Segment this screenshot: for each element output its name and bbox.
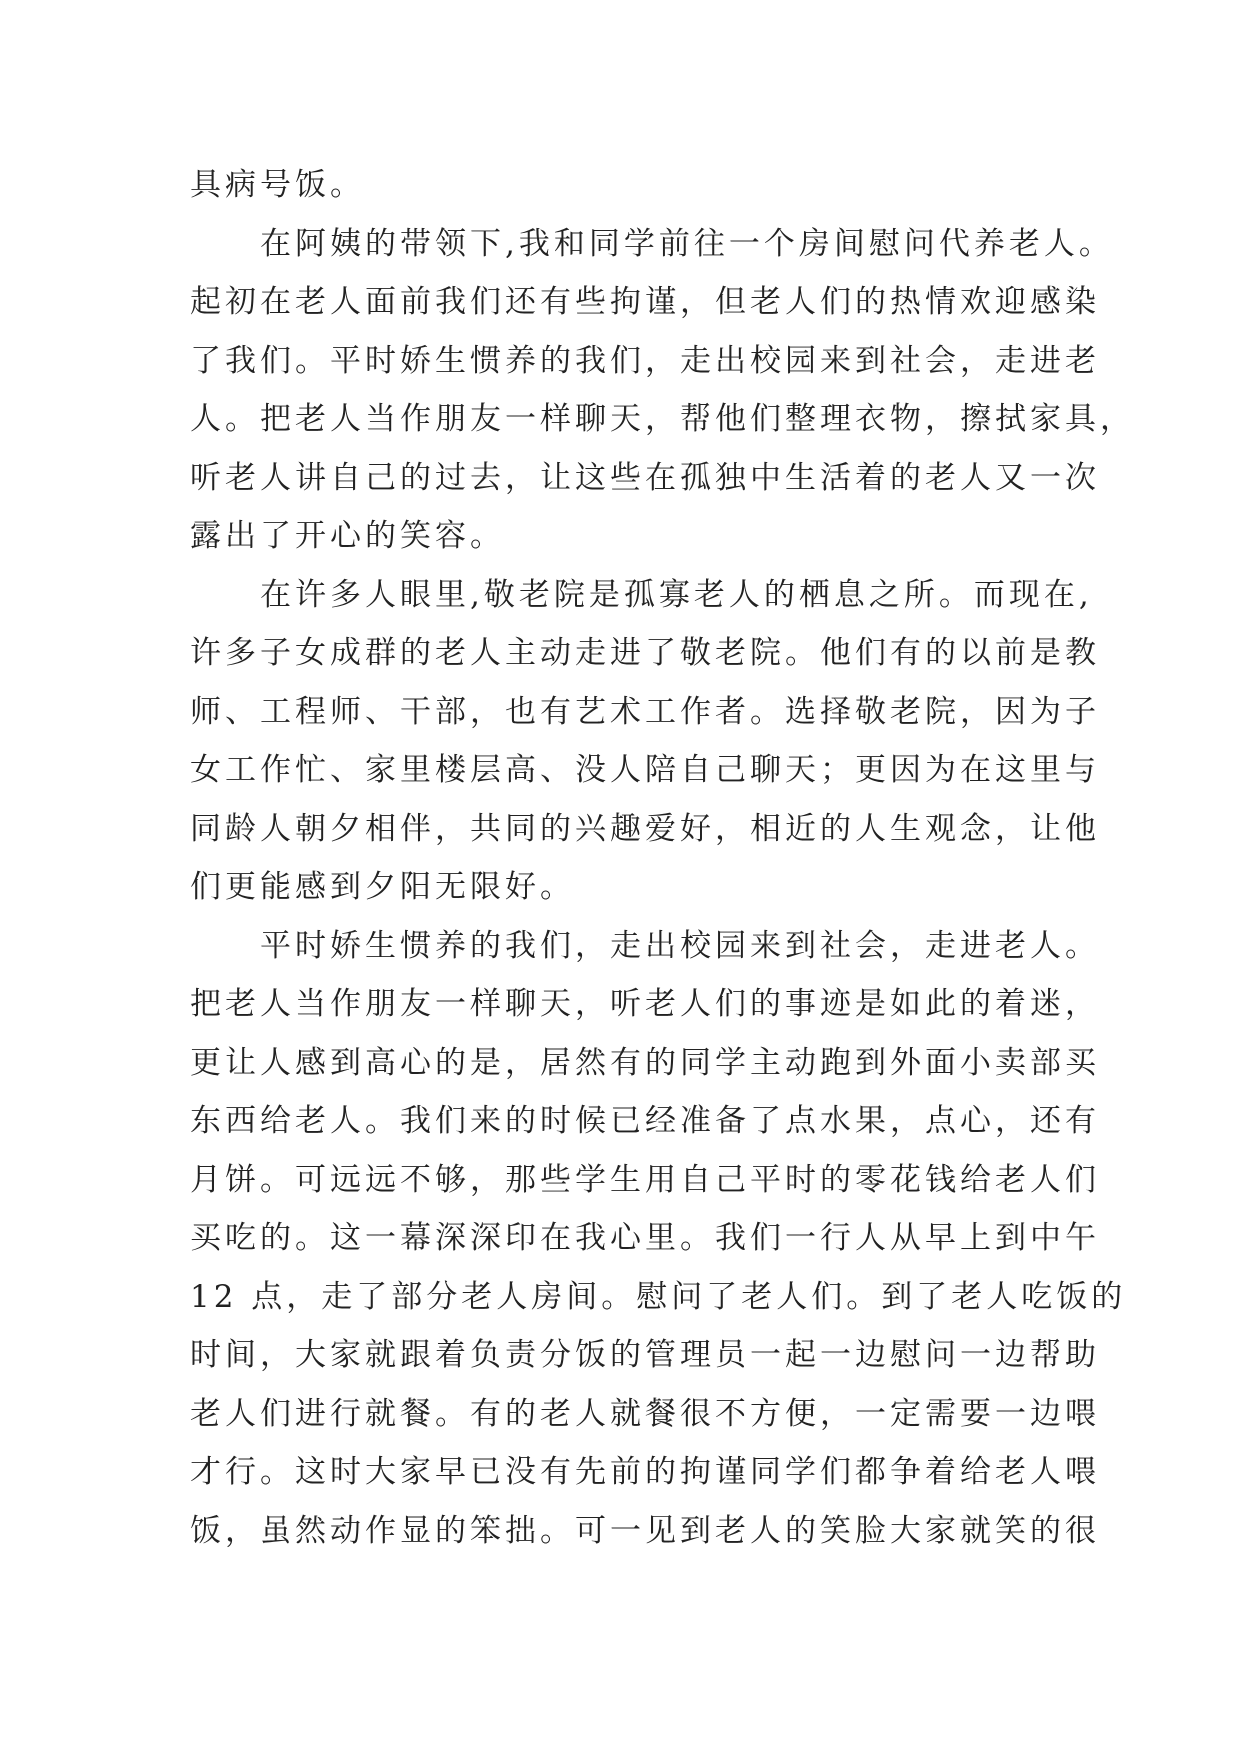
text-line: 露出了开心的笑容。 [190, 518, 505, 554]
text-line: 师、工程师、干部，也有艺术工作者。选择敬老院，因为子 [190, 693, 1100, 730]
text-line: 平时娇生惯养的我们，走出校园来到社会，走进老人。 [190, 927, 1100, 964]
text-line: 在阿姨的带领下,我和同学前往一个房间慰问代养老人。 [190, 225, 1114, 262]
text-line: 起初在老人面前我们还有些拘谨，但老人们的热情欢迎感染 [190, 284, 1100, 320]
text-line: 月饼。可远远不够，那些学生用自己平时的零花钱给老人们 [190, 1161, 1100, 1198]
text-line: 把老人当作朋友一样聊天，听老人们的事迹是如此的着迷， [190, 986, 1100, 1022]
text-line: 们更能感到夕阳无限好。 [190, 869, 575, 905]
text-line: 老人们进行就餐。有的老人就餐很不方便，一定需要一边喂 [190, 1395, 1100, 1432]
text-line: 具病号饭。 [190, 167, 365, 203]
body-text [190, 156, 1135, 1560]
text-line: 人。把老人当作朋友一样聊天，帮他们整理衣物，擦拭家具， [190, 401, 1135, 437]
text-line: 12 点，走了部分老人房间。慰问了老人们。到了老人吃饭的 [190, 1278, 1127, 1315]
text-line: 才行。这时大家早已没有先前的拘谨同学们都争着给老人喂 [190, 1454, 1100, 1490]
text-line: 了我们。平时娇生惯养的我们，走出校园来到社会，走进老 [190, 342, 1100, 379]
text-line: 听老人讲自己的过去，让这些在孤独中生活着的老人又一次 [190, 459, 1100, 496]
text-line: 同龄人朝夕相伴，共同的兴趣爱好，相近的人生观念，让他 [190, 810, 1100, 847]
text-line: 女工作忙、家里楼层高、没人陪自己聊天；更因为在这里与 [190, 752, 1100, 788]
text-line: 时间，大家就跟着负责分饭的管理员一起一边慰问一边帮助 [190, 1337, 1100, 1373]
text-line: 在许多人眼里,敬老院是孤寡老人的栖息之所。而现在, [190, 576, 1093, 613]
text-line: 更让人感到高心的是，居然有的同学主动跑到外面小卖部买 [190, 1044, 1100, 1081]
text-line: 买吃的。这一幕深深印在我心里。我们一行人从早上到中午 [190, 1220, 1100, 1256]
text-line: 东西给老人。我们来的时候已经准备了点水果，点心，还有 [190, 1103, 1100, 1139]
text-line: 饭，虽然动作显的笨拙。可一见到老人的笑脸大家就笑的很 [190, 1512, 1100, 1549]
text-line: 许多子女成群的老人主动走进了敬老院。他们有的以前是教 [190, 635, 1100, 671]
